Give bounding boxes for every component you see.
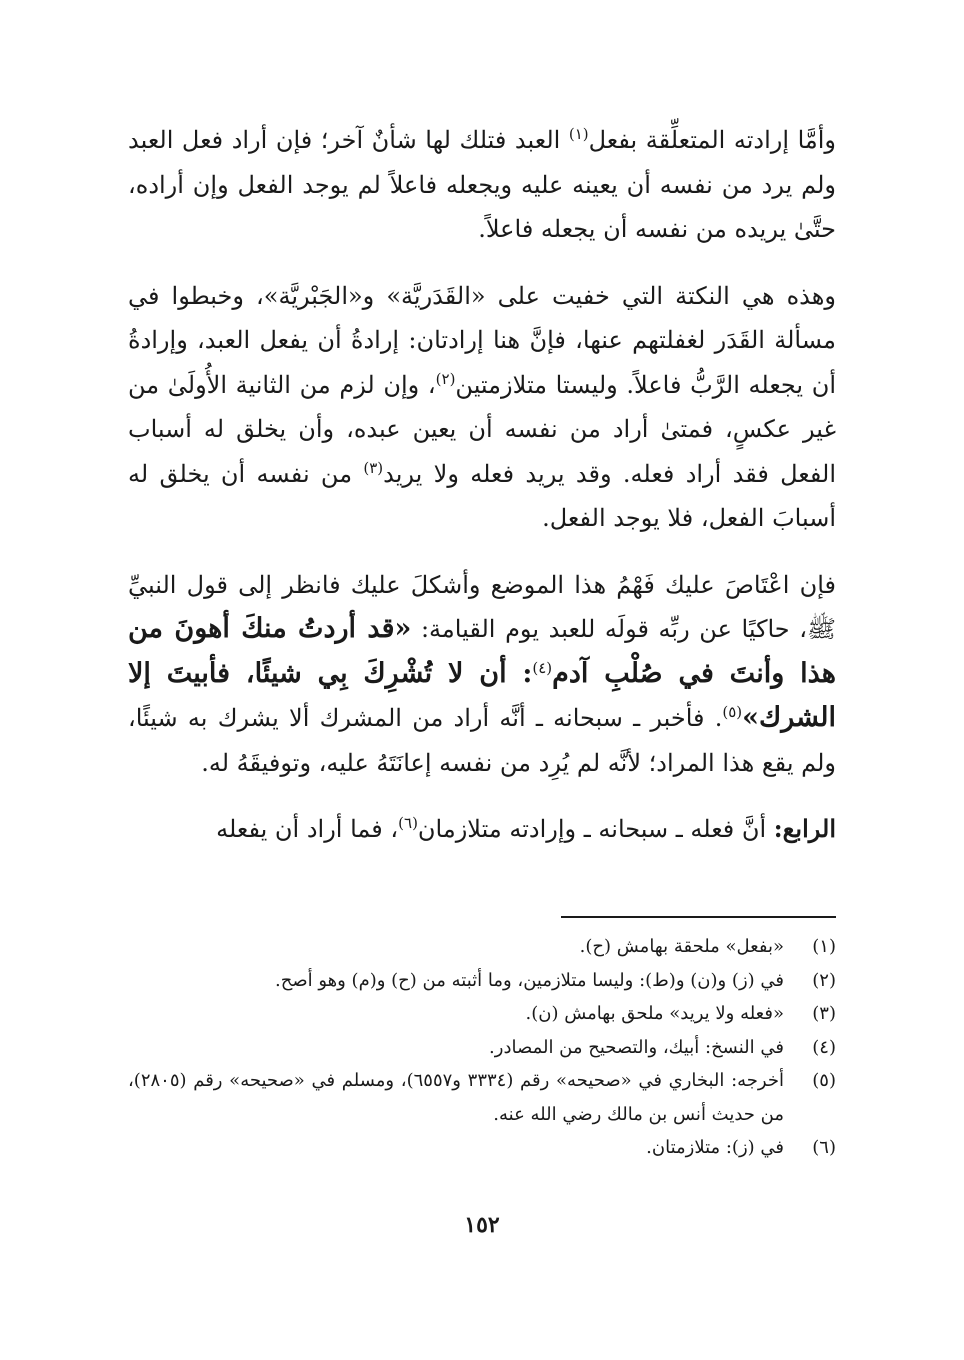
footnote-text: في (ز): متلازمتان. <box>646 1137 784 1158</box>
paragraph-4-text-a: أنَّ فعله ـ سبحانه ـ وإرادته متلازمان <box>417 815 774 843</box>
footnote-ref-6[interactable]: (٦) <box>398 814 418 832</box>
footnote-number: (٣) <box>812 1003 836 1024</box>
paragraph-2-text-a: وهذه هي النكتة التي خفيت على «القَدَريَّة» و«الجَبْريَّة»، وخبطوا في مسألة القَدَر لغفلتهم عنها، فإنَّ هنا إرادتان: إرادةُ أن يفعل العبد، وإرادةُ أن يجعله الرَّبُّ فاعلاً. وليستا متلازمتين <box>128 281 836 399</box>
footnote-ref-4[interactable]: (٤) <box>532 658 553 677</box>
footnote-text: في (ز) و(ن) و(ط): وليسا متلازمين، وما أثبته من (ح) و(م) وهو أصح. <box>275 969 784 991</box>
paragraph-3-text-b: . فأخبر ـ سبحانه ـ أنَّه أراد من المشرك ألا يشرك به شيئًا، ولم يقع هذا المراد؛ لأنَّه لم يُرِد من نفسه إعانَتَهُ عليه، وتوفيقَهُ له. <box>128 704 836 777</box>
paragraph-3 <box>128 563 836 786</box>
hadith-quote-part-2: : أن لا تُشْرِكَ بِي شيئًا، فأبيتَ إلا الشرك» <box>128 657 836 733</box>
footnote-ref-2[interactable]: (٢) <box>435 369 456 388</box>
footnote-number: (٤) <box>812 1036 836 1058</box>
footnote-text: أخرجه: البخاري في «صحيحه» رقم (٣٣٣٤ و٦٥٥٧)، ومسلم في «صحيحه» رقم (٢٨٠٥)، من حديث أنس بن مالك رضي الله عنه. <box>128 1070 784 1125</box>
paragraph-4-text-b: ، فما أراد أن يفعله <box>216 815 399 843</box>
footnote-number: (٦) <box>812 1137 836 1158</box>
paragraph-3-text-a: فإن اعْتَاصَ عليك فَهْمُ هذا الموضع وأشكلَ عليك فانظر إلى قول النبيِّ ﷺ، حاكيًا عن ربِّه قولَه للعبد يوم القيامة: <box>128 570 836 643</box>
paragraph-2 <box>128 274 836 541</box>
paragraph-4 <box>128 807 836 852</box>
footnote-ref-1[interactable]: (١) <box>568 125 589 143</box>
footnote-text: في النسخ: أبيك، والتصحيح من المصادر. <box>489 1036 784 1058</box>
page-number: ١٥٢ <box>464 1212 500 1238</box>
footnote-ref-3[interactable]: (٣) <box>363 458 384 477</box>
footnote-3 <box>128 997 836 1031</box>
footnote-5 <box>128 1064 836 1131</box>
paragraph-2-text-c: من نفسه أن يخلق له أسبابَ الفعل، فلا يوجد الفعل. <box>128 459 836 532</box>
footnote-ref-5[interactable]: (٥) <box>722 703 743 721</box>
footnote-6 <box>128 1131 836 1165</box>
footnote-4 <box>128 1031 836 1065</box>
hadith-quote-part-1: «قد أردتُ منكَ أهونَ من هذا وأنتَ في صُلْبِ آدم <box>128 613 836 689</box>
footnote-number: (١) <box>812 936 836 957</box>
footnote-1 <box>128 930 836 964</box>
footnote-number: (٢) <box>812 969 836 991</box>
footnote-text: «بفعل» ملحقة بهامش (ح). <box>579 936 784 957</box>
footnote-2 <box>128 964 836 998</box>
footnotes <box>128 930 836 1165</box>
main-text <box>128 118 836 852</box>
footnote-separator <box>561 916 836 918</box>
paragraph-1-text-b: العبد فتلك لها شأنٌ آخر؛ فإن أراد فعل العبد ولم يرد من نفسه أن يعينه عليه ويجعله فاعلاً لم يوجد الفعل وإن أراده، حتَّىٰ يريده من نفسه أن يجعله فاعلاً. <box>128 126 836 243</box>
section-lead-word: الرابع: <box>773 814 836 843</box>
footnote-text: «فعله ولا يريد» ملحق بهامش (ن). <box>525 1003 784 1024</box>
paragraph-2-text-b: ، وإن لزم من الثانية الأُولَىٰ من غير عكسٍ، فمتىٰ أراد من نفسه أن يعين عبده، وأن يخلق له أسباب الفعل فقد أراد فعله. وقد يريد فعله ولا يريد <box>128 370 837 488</box>
paragraph-1-text-a: وأمَّا إرادته المتعلِّقة بفعل <box>588 126 836 154</box>
footnote-number: (٥) <box>812 1070 836 1091</box>
paragraph-1 <box>128 118 836 252</box>
